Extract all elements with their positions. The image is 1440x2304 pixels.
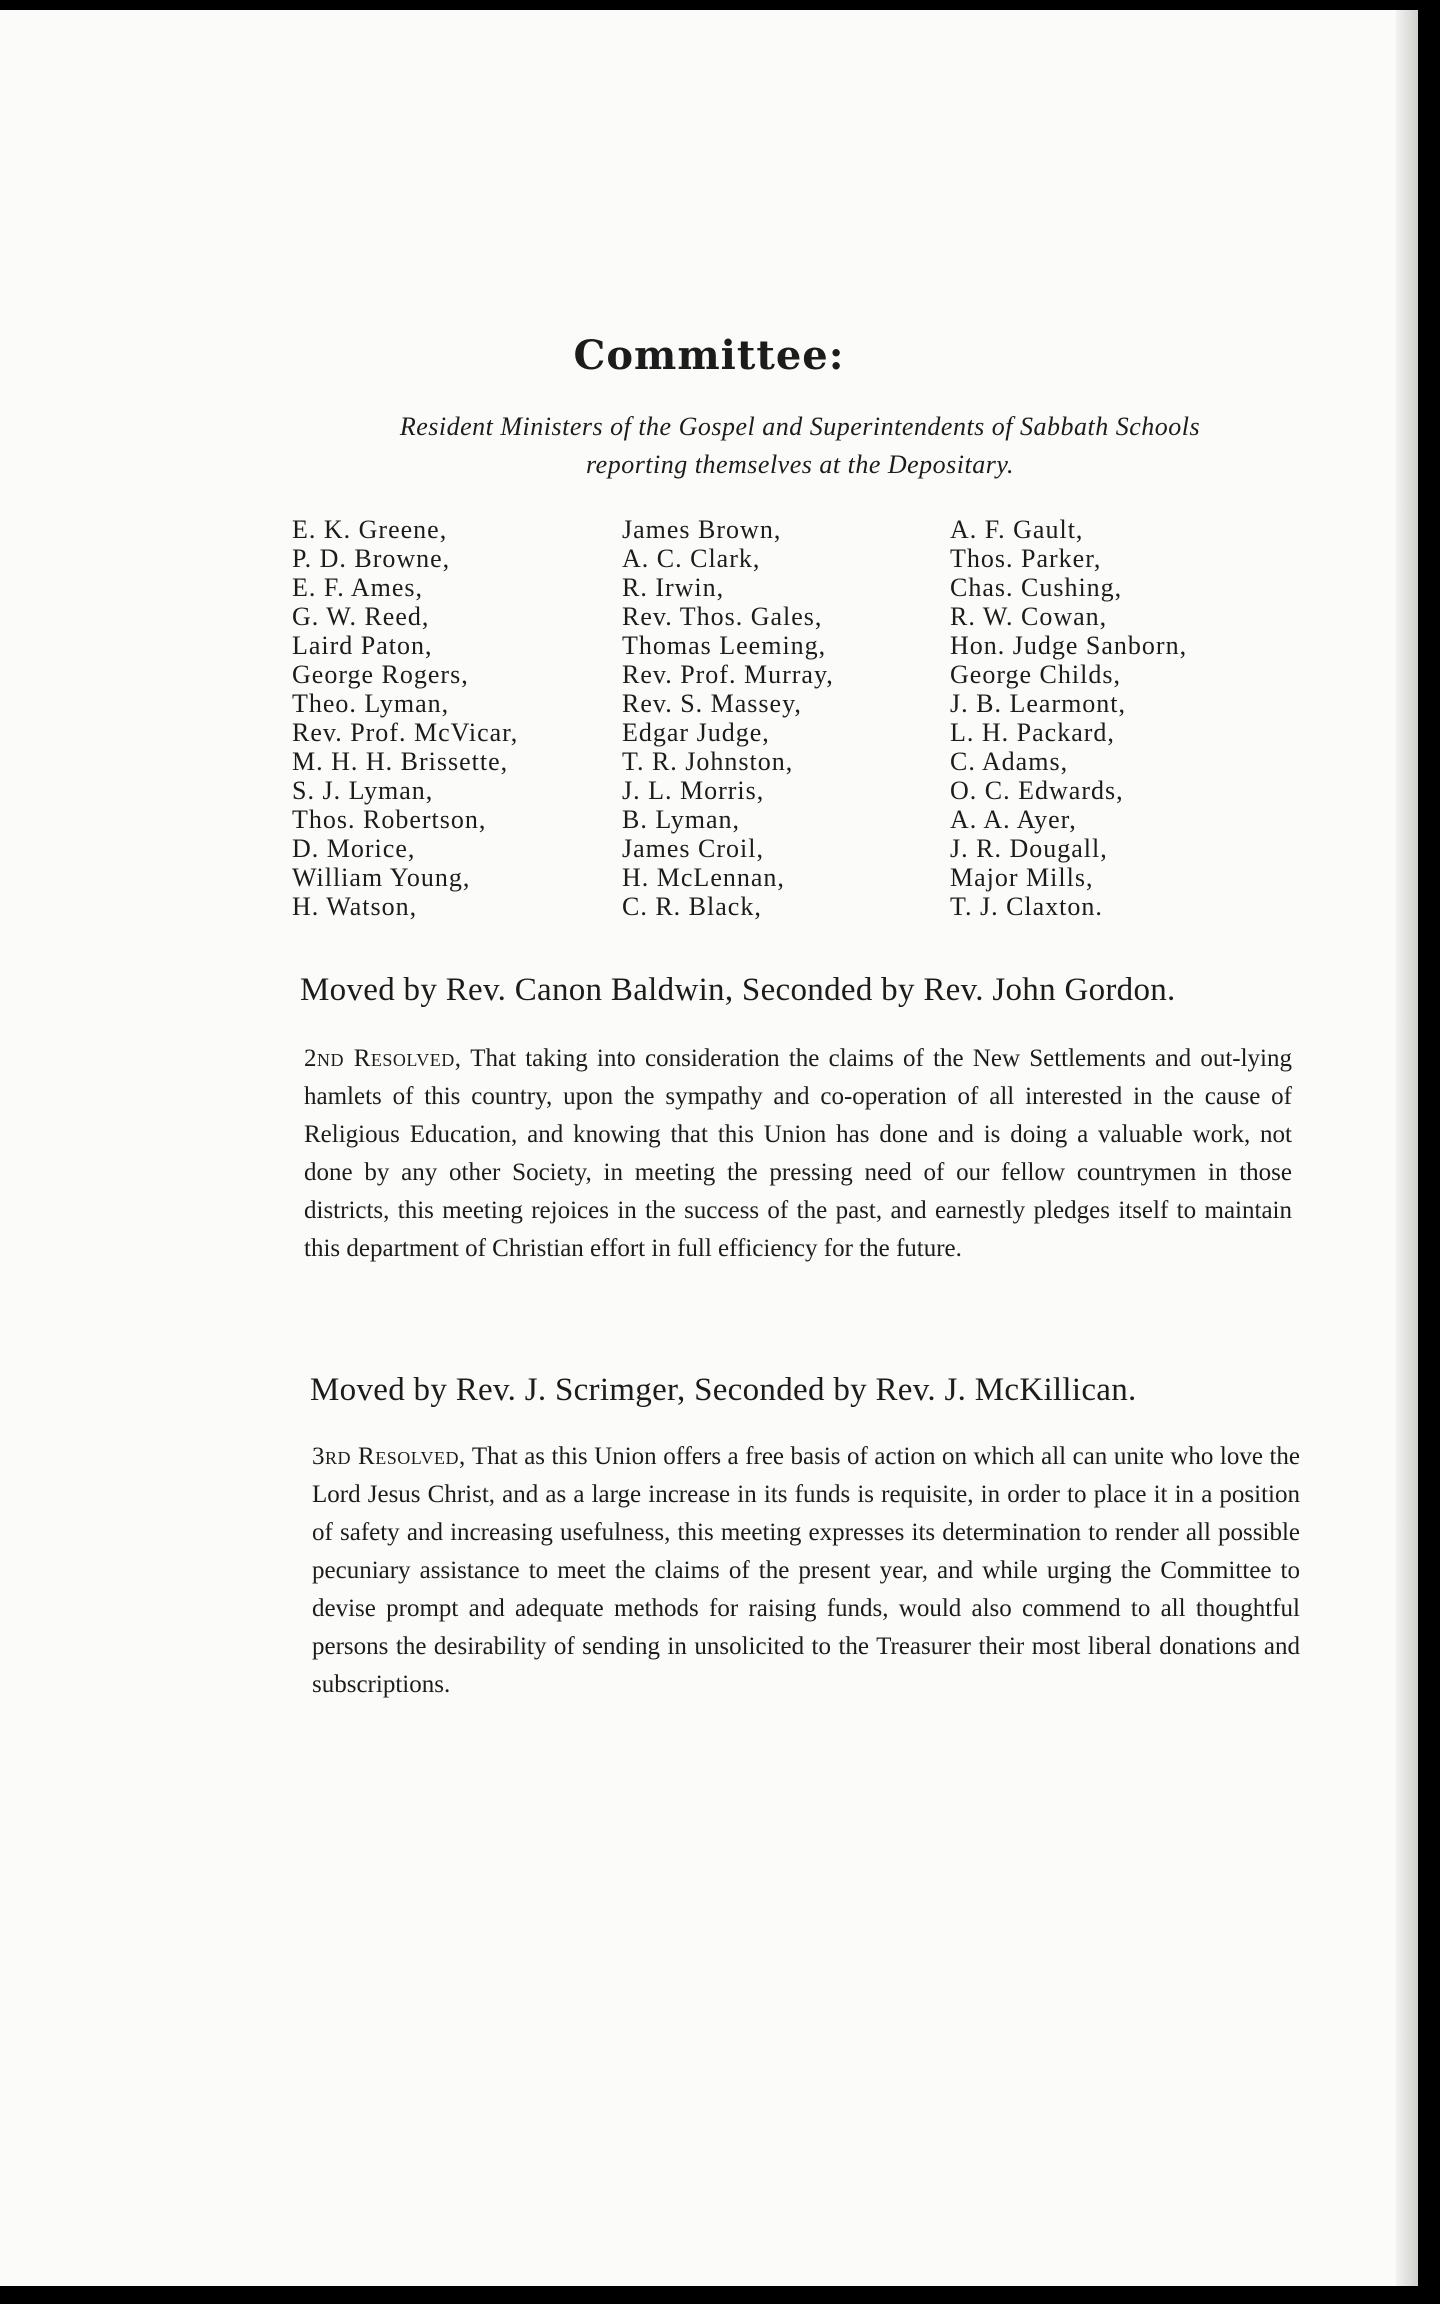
committee-member-name: Thomas Leeming, [622,631,827,660]
committee-member-name: Rev. Prof. McVicar, [292,718,519,747]
committee-member-name: O. C. Edwards, [950,776,1124,805]
motion-1: Moved by Rev. Canon Baldwin, Seconded by Rev. John Gordon. [300,972,1176,1008]
committee-member-name: C. Adams, [950,747,1069,776]
committee-member-name: James Croil, [622,834,764,863]
committee-member-name: D. Morice, [292,834,416,863]
committee-member-name: Chas. Cushing, [950,573,1123,602]
committee-member-name: William Young, [292,863,471,892]
committee-member-name: R. W. Cowan, [950,602,1108,631]
committee-member-name: E. F. Ames, [292,573,423,602]
resolution-3-label: 3rd Resolved, [312,1443,466,1470]
resolution-2 [304,1040,1292,1268]
committee-member-name: Thos. Parker, [950,544,1102,573]
motion-2: Moved by Rev. J. Scrimger, Seconded by Rev. J. McKillican. [310,1372,1137,1408]
committee-member-name: P. D. Browne, [292,544,451,573]
document-page [0,10,1418,2286]
committee-member-name: George Rogers, [292,660,469,689]
committee-member-name: Laird Paton, [292,631,433,660]
member-column-1 [292,515,518,921]
committee-member-name: Theo. Lyman, [292,689,450,718]
committee-member-name: T. J. Claxton. [950,892,1103,921]
subtitle-line-2: reporting themselves at the Depositary. [586,450,1014,479]
member-column-2 [622,515,834,921]
committee-member-name: Thos. Robertson, [292,805,487,834]
committee-member-name: Hon. Judge Sanborn, [950,631,1188,660]
committee-member-name: B. Lyman, [622,805,741,834]
committee-member-name: George Childs, [950,660,1121,689]
committee-member-name: Rev. Thos. Gales, [622,602,823,631]
committee-member-name: E. K. Greene, [292,515,448,544]
member-column-3 [950,515,1187,921]
committee-member-name: A. A. Ayer, [950,805,1077,834]
committee-member-name: S. J. Lyman, [292,776,434,805]
committee-member-name: C. R. Black, [622,892,762,921]
resolution-3-text: That as this Union offers a free basis of action on which all can unite who love the Lord Jesus Christ, and as a large increase in its funds is requisite, in order to place it in a position of safety and increasing usefulness, this meeting expresses its determination to render all possible pecuniary assistance to meet the claims of the present year, and while urging the Committee to devise prompt and adequate methods for raising funds, would also commend to all thoughtful persons the desirability of sending in unsolicited to the Treasurer their most liberal donations and subscriptions. [312,1443,1300,1698]
committee-member-name: H. McLennan, [622,863,785,892]
committee-member-name: T. R. Johnston, [622,747,794,776]
committee-member-name: H. Watson, [292,892,418,921]
resolution-2-text: That taking into consideration the claims of the New Settlements and out-lying hamlets of this country, upon the sympathy and co-operation of all interested in the cause of Religious Education, and knowing that this Union has done and is doing a valuable work, not done by any other Society, in meeting the pressing need of our fellow countrymen in those districts, this meeting rejoices in the success of the past, and earnestly pledges itself to maintain this department of Christian effort in full efficiency for the future. [304,1045,1293,1262]
committee-member-name: M. H. H. Brissette, [292,747,509,776]
committee-member-name: J. B. Learmont, [950,689,1127,718]
committee-member-name: Rev. S. Massey, [622,689,802,718]
committee-member-name: Rev. Prof. Murray, [622,660,834,689]
committee-member-name: G. W. Reed, [292,602,430,631]
committee-member-name: James Brown, [622,515,782,544]
committee-member-name: Major Mills, [950,863,1094,892]
committee-subtitle [290,408,1310,484]
committee-member-name: J. L. Morris, [622,776,765,805]
committee-member-name: A. C. Clark, [622,544,761,573]
committee-member-name: L. H. Packard, [950,718,1115,747]
committee-member-name: A. F. Gault, [950,515,1084,544]
committee-heading: Committee: [573,332,845,379]
subtitle-line-1: Resident Ministers of the Gospel and Superintendents of Sabbath Schools [399,412,1201,441]
resolution-3 [312,1438,1300,1704]
committee-member-name: Edgar Judge, [622,718,770,747]
committee-member-name: J. R. Dougall, [950,834,1108,863]
committee-member-name: R. Irwin, [622,573,725,602]
resolution-2-label: 2nd Resolved, [304,1045,462,1072]
